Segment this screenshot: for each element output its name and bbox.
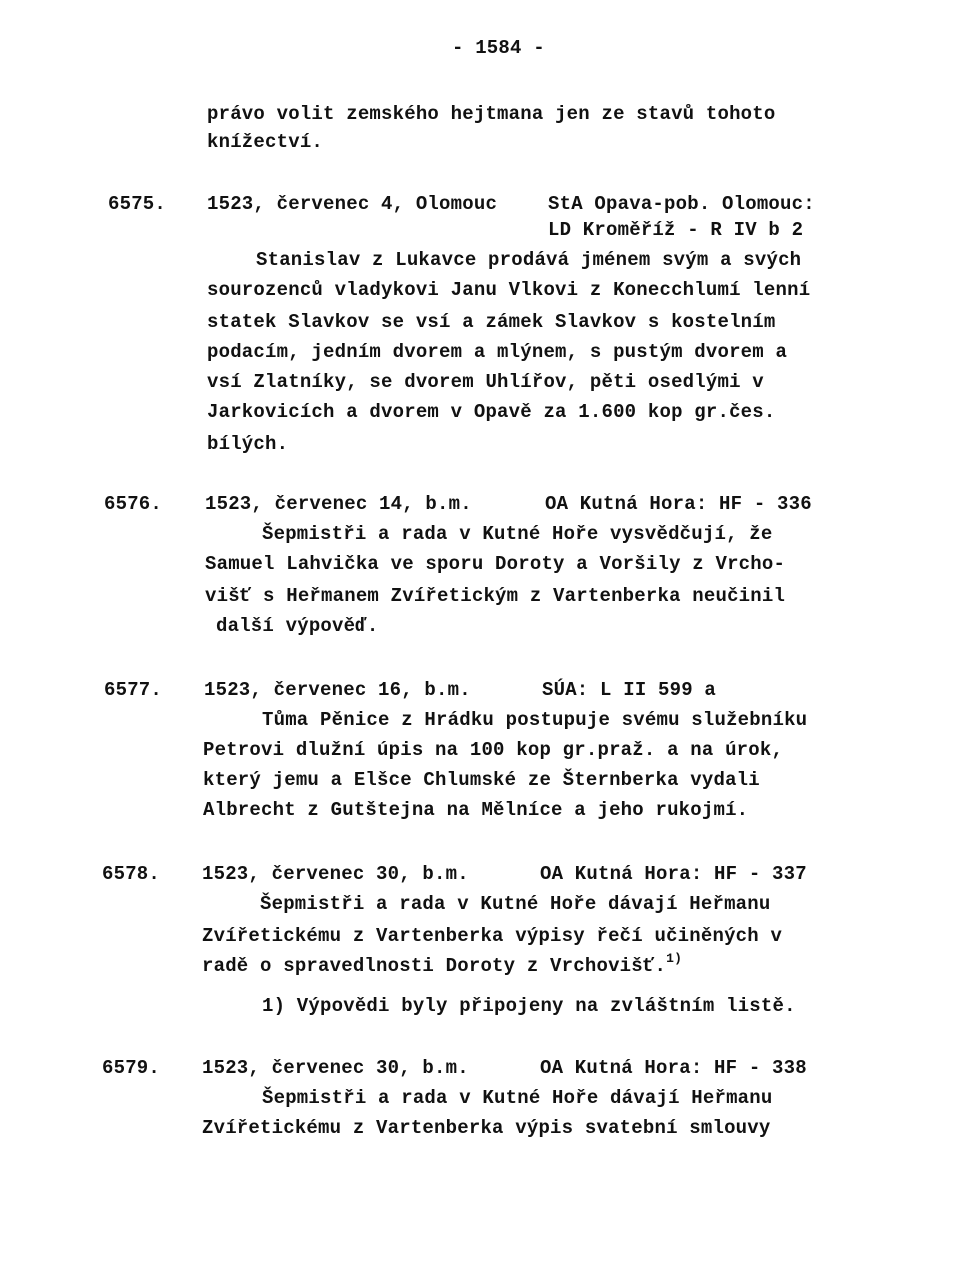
entry-date-place: 1523, červenec 30, b.m.: [202, 1057, 469, 1079]
entry-text-line: který jemu a Elšce Chlumské ze Šternberka vydali: [203, 769, 760, 791]
entry-text-line: statek Slavkov se vsí a zámek Slavkov s kostelním: [207, 311, 776, 333]
entry-text-line: Albrecht z Gutštejna na Mělníce a jeho rukojmí.: [203, 799, 749, 821]
page-number: - 1584 -: [452, 37, 545, 59]
entry-date-place: 1523, červenec 16, b.m.: [204, 679, 471, 701]
entry-source: SÚA: L II 599 a: [542, 679, 717, 701]
entry-source: OA Kutná Hora: HF - 338: [540, 1057, 807, 1079]
entry-source: LD Kroměříž - R IV b 2: [548, 219, 804, 241]
entry-text-line: Šepmistři a rada v Kutné Hoře dávají Heřmanu: [262, 1087, 773, 1109]
entry-text-line: Petrovi dlužní úpis na 100 kop gr.praž. a na úrok,: [203, 739, 784, 761]
entry-source: OA Kutná Hora: HF - 336: [545, 493, 812, 515]
entry-text-line: Šepmistři a rada v Kutné Hoře dávají Heřmanu: [260, 893, 771, 915]
entry-text-line: Stanislav z Lukavce prodává jménem svým a svých: [256, 249, 802, 271]
entry-text-line: Šepmistři a rada v Kutné Hoře vysvědčují, že: [262, 523, 773, 545]
continuation-line: knížectví.: [207, 131, 324, 153]
footnote: 1) Výpovědi byly připojeny na zvláštním listě.: [262, 995, 796, 1017]
entry-date-place: 1523, červenec 14, b.m.: [205, 493, 472, 515]
entry-text-line: višť s Heřmanem Zvířetickým z Vartenberka neučinil: [205, 585, 786, 607]
entry-text-line: Jarkovicích a dvorem v Opavě za 1.600 kop gr.čes.: [207, 401, 776, 423]
entry-text-line: [202, 951, 683, 978]
entry-text-line: Zvířetickému z Vartenberka výpis svatební smlouvy: [202, 1117, 771, 1139]
entry-text-line: podacím, jedním dvorem a mlýnem, s pustým dvorem a: [207, 341, 788, 363]
entry-number: 6577.: [104, 679, 163, 701]
entry-text-line: Tůma Pěnice z Hrádku postupuje svému služebníku: [262, 709, 808, 731]
footnote-marker: 1): [666, 951, 683, 966]
entry-text-line: Samuel Lahvička ve sporu Doroty a Voršily z Vrcho-: [205, 553, 786, 575]
entry-number: 6575.: [108, 193, 167, 215]
entry-number: 6579.: [102, 1057, 161, 1079]
entry-text-line: vsí Zlatníky, se dvorem Uhlířov, pěti osedlými v: [207, 371, 764, 393]
entry-number: 6576.: [104, 493, 163, 515]
entry-date-place: 1523, červenec 4, Olomouc: [207, 193, 498, 215]
continuation-line: právo volit zemského hejtmana jen ze stavů tohoto: [207, 103, 776, 125]
entry-date-place: 1523, červenec 30, b.m.: [202, 863, 469, 885]
entry-source: OA Kutná Hora: HF - 337: [540, 863, 807, 885]
entry-source: StA Opava-pob. Olomouc:: [548, 193, 815, 215]
entry-text-line: bílých.: [207, 433, 289, 455]
entry-text-line: Zvířetickému z Vartenberka výpisy řečí učiněných v: [202, 925, 783, 947]
entry-number: 6578.: [102, 863, 161, 885]
entry-text-line: další výpověď.: [216, 615, 379, 637]
entry-text: radě o spravedlnosti Doroty z Vrchovišť.: [202, 955, 667, 977]
entry-text-line: sourozenců vladykovi Janu Vlkovi z Konecchlumí lenní: [207, 279, 811, 301]
